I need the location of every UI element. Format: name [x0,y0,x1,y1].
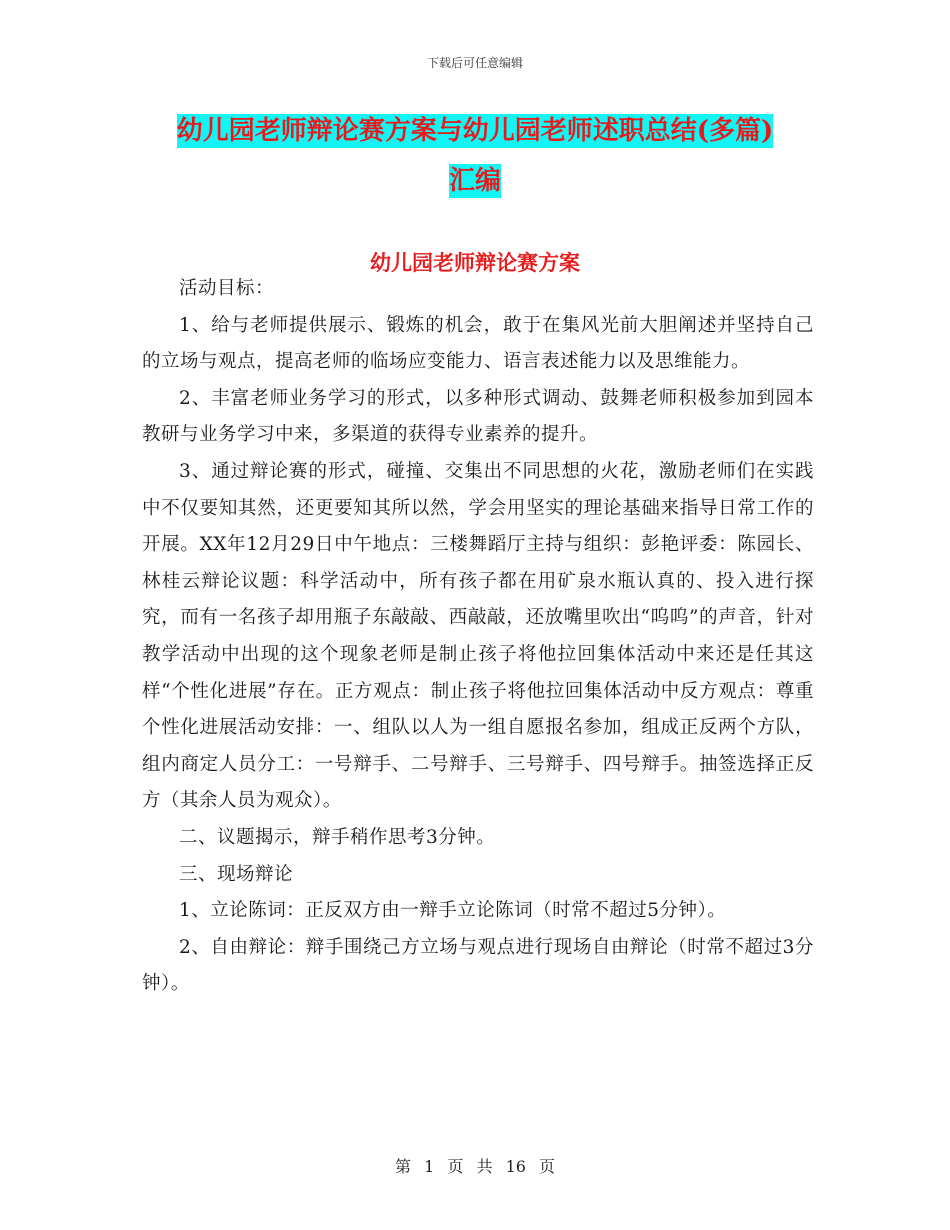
paragraph: 2、丰富老师业务学习的形式，以多种形式调动、鼓舞老师积极参加到园本教研与业务学习中来，多渠道的获得专业素养的提升。 [142,387,814,446]
page-number: 1 [424,1157,435,1176]
paragraph: 活动目标： [179,278,275,299]
document-title-line-2: 汇编 [448,166,501,196]
paragraph: 二、议题揭示，辩手稍作思考3分钟。 [179,826,496,848]
paragraph: 三、现场辩论 [179,863,294,885]
paragraph: 1、给与老师提供展示、锻炼的机会，敢于在集风光前大胆阐述并坚持自己的立场与观点，提高老师的临场应变能力、语言表述能力以及思维能力。 [142,314,814,373]
paragraph: 3、通过辩论赛的形式，碰撞、交集出不同思想的火花，激励老师们在实践中不仅要知其然，还更要知其所以然，学会用坚实的理论基础来指导日常工作的开展。XX年12月29日中午地点：三楼舞蹈厅主持与组织：彭艳评委：陈园长、林桂云辩论议题：科学活动中，所有孩子都在用矿泉水瓶认真的、投入进行探究，而有一名孩子却用瓶子东敲敲、西敲敲，还放嘴里吹出“呜呜”的声音，针对教学活动中出现的这个现象老师是制止孩子将他拉回集体活动中来还是任其这样“个性化进展”存在。正方观点：制止孩子将他拉回集体活动中反方观点：尊重个性化进展活动安排：一、组队以人为一组自愿报名参加，组成正反两个方队，组内商定人员分工：一号辩手、二号辩手、三号辩手、四号辩手。抽签选择正反方（其余人员为观众）。 [142,460,814,812]
paragraph: 1、立论陈词：正反双方由一辩手立论陈词（时常不超过5分钟）。 [179,900,727,922]
total-unit: 页 [539,1157,556,1176]
body-text [142,271,814,1003]
page-label: 第 [394,1157,411,1176]
document-title-line-1: 幼儿园老师辩论赛方案与幼儿园老师述职总结(多篇) [176,116,774,146]
total-pages: 16 [505,1157,526,1176]
total-label: 共 [476,1157,493,1176]
header-note: 下载后可任意编辑 [426,56,523,70]
document-title [140,106,810,206]
paragraph: 2、自由辩论：辩手围绕己方立场与观点进行现场自由辩论（时常不超过3分钟）。 [142,936,814,995]
section-title: 幼儿园老师辩论赛方案 [370,250,580,275]
page-footer [0,1154,950,1177]
page-unit: 页 [447,1157,464,1176]
